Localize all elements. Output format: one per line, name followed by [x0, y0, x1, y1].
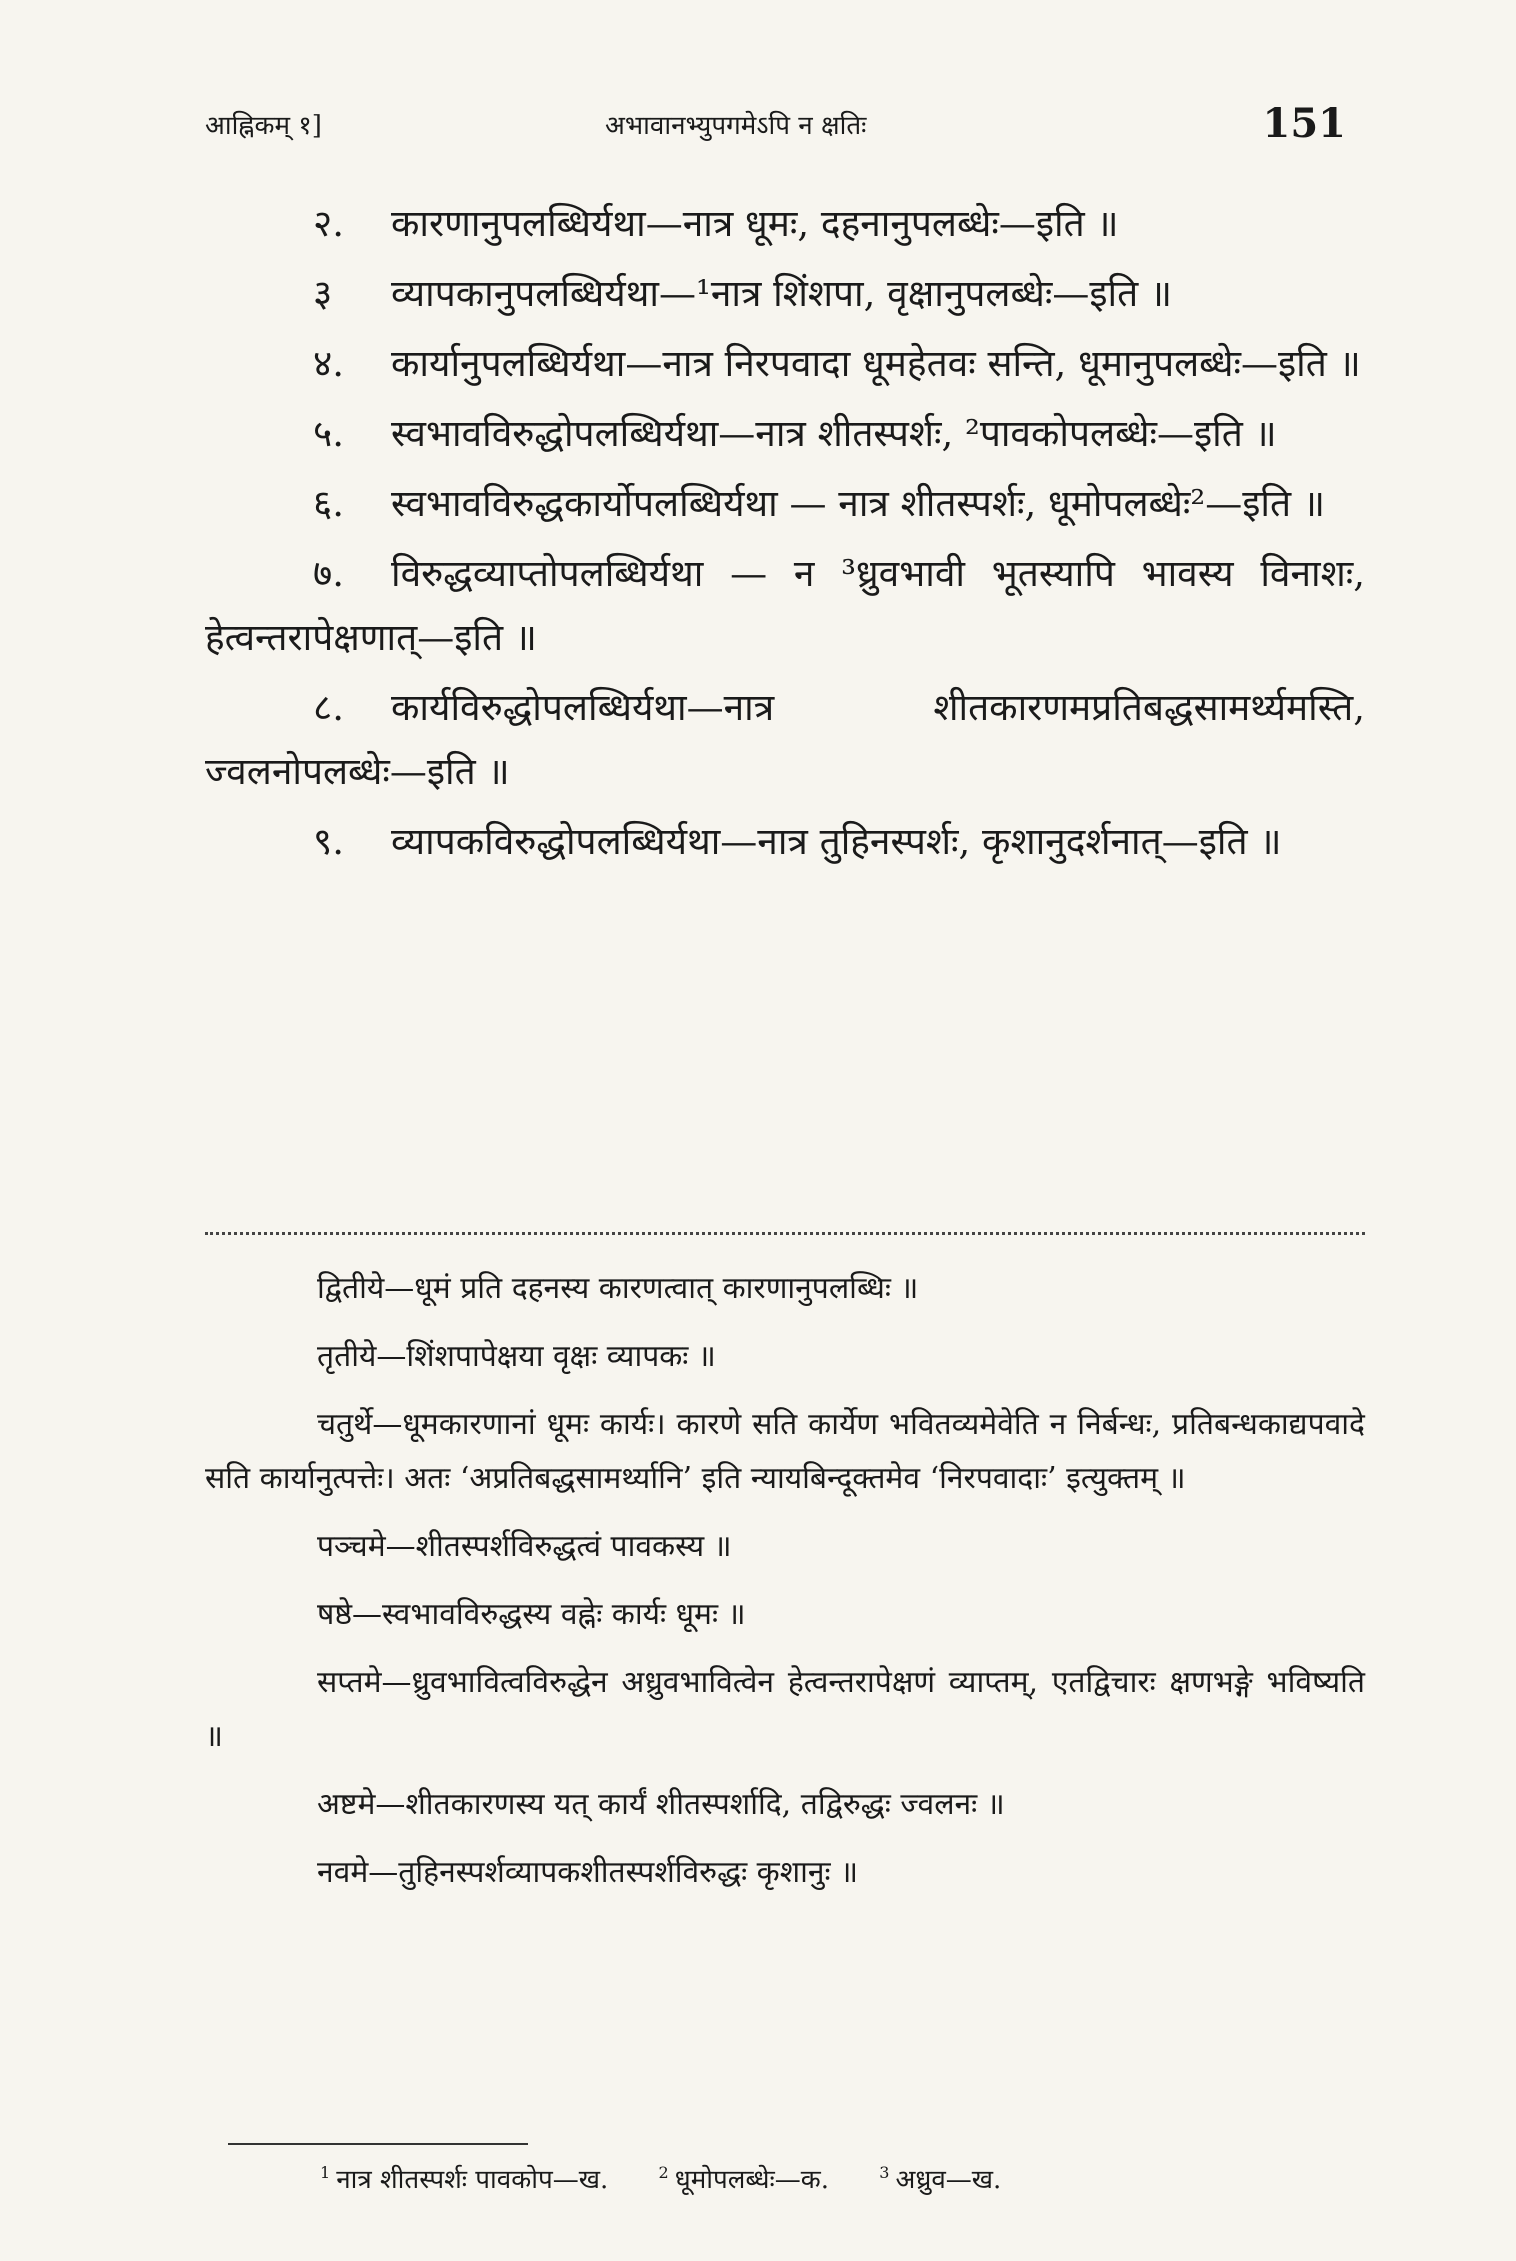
commentary-paragraph — [205, 1656, 1365, 1764]
paragraph-text: कारणानुपलब्धिर्यथा—नात्र धूमः, दहनानुपलब्धेः—इति ॥ — [391, 202, 1119, 245]
footnote-text: नात्र शीतस्पर्शः पावकोप—ख. — [336, 2165, 609, 2195]
paragraph-text: स्वभावविरुद्धकार्योपलब्धिर्यथा — नात्र शीतस्पर्शः, धूमोपलब्धेः²—इति ॥ — [391, 482, 1325, 525]
section-divider — [205, 1232, 1365, 1241]
commentary-paragraph — [205, 1262, 1365, 1316]
commentary-paragraph — [205, 1330, 1365, 1384]
paragraph-number: ८. — [313, 686, 345, 729]
footnote-rule — [228, 2143, 528, 2145]
paragraph-text: कार्यविरुद्धोपलब्धिर्यथा—नात्र शीतकारणमप्रतिबद्धसामर्थ्यमस्ति, ज्वलनोपलब्धेः—इति ॥ — [205, 686, 1365, 793]
footnote — [659, 2165, 830, 2195]
paragraph-number: ५. — [313, 412, 345, 455]
numbered-paragraph — [205, 262, 1365, 326]
paragraph-text: स्वभावविरुद्धोपलब्धिर्यथा—नात्र शीतस्पर्शः, ²पावकोपलब्धेः—इति ॥ — [391, 412, 1277, 455]
numbered-paragraph — [205, 192, 1365, 256]
commentary-text: अष्टमे—शीतकारणस्य यत् कार्यं शीतस्पर्शादि, तद्विरुद्धः ज्वलनः ॥ — [317, 1787, 1005, 1822]
numbered-paragraph — [205, 542, 1365, 670]
paragraph-text: व्यापकविरुद्धोपलब्धिर्यथा—नात्र तुहिनस्पर्शः, कृशानुदर्शनात्—इति ॥ — [391, 820, 1282, 863]
numbered-paragraph — [205, 332, 1365, 396]
page-number: 151 — [1262, 100, 1346, 147]
main-text — [205, 192, 1365, 880]
footnote-text: धूमोपलब्धेः—क. — [674, 2165, 830, 2195]
paragraph-number: ९. — [313, 820, 345, 863]
paragraph-number: २. — [313, 202, 345, 245]
section-label: आह्निकम् १] — [205, 111, 322, 141]
footnote-mark: 3 — [879, 2163, 890, 2183]
commentary-text: सप्तमे—ध्रुवभावित्वविरुद्धेन अध्रुवभावित्वेन हेत्वन्तरापेक्षणं व्याप्तम्, एतद्विचारः क्षणभङ्गे भविष्यति ॥ — [205, 1665, 1365, 1754]
numbered-paragraph — [205, 402, 1365, 466]
commentary-text: तृतीये—शिंशपापेक्षया वृक्षः व्यापकः ॥ — [317, 1339, 716, 1374]
footnote-mark: 2 — [658, 2163, 669, 2183]
running-title: अभावानभ्युपगमेऽपि न क्षतिः — [605, 111, 867, 141]
footnote-mark: 1 — [320, 2163, 331, 2183]
paragraph-text: विरुद्धव्याप्तोपलब्धिर्यथा — न ³ध्रुवभावी भूतस्यापि भावस्य विनाशः, हेत्वन्तरापेक्षणात्—इति ॥ — [205, 552, 1365, 659]
numbered-paragraph — [205, 472, 1365, 536]
paragraph-text: कार्यानुपलब्धिर्यथा—नात्र निरपवादा धूमहेतवः सन्ति, धूमानुपलब्धेः—इति ॥ — [391, 342, 1361, 385]
commentary-text: षष्ठे—स्वभावविरुद्धस्य वह्नेः कार्यः धूमः ॥ — [317, 1597, 746, 1632]
commentary-text: नवमे—तुहिनस्पर्शव्यापकशीतस्पर्शविरुद्धः कृशानुः ॥ — [317, 1855, 859, 1890]
commentary-text: पञ्चमे—शीतस्पर्शविरुद्धत्वं पावकस्य ॥ — [317, 1529, 732, 1564]
footnotes — [320, 2160, 1320, 2196]
numbered-paragraph — [205, 810, 1365, 874]
commentary-text: चतुर्थे—धूमकारणानां धूमः कार्यः। कारणे सति कार्येण भवितव्यमेवेति न निर्बन्धः, प्रतिबन्धकाद्यपवादे सति कार्यानुत्पत्तेः। अतः ‘अप्रतिबद्धसामर्थ्यानि’ इति न्यायबिन्दूक्तमेव ‘निरपवादाः’ इत्युक्तम् ॥ — [205, 1407, 1365, 1496]
paragraph-number: ७. — [313, 552, 345, 595]
paragraph-text: व्यापकानुपलब्धिर्यथा—¹नात्र शिंशपा, वृक्षानुपलब्धेः—इति ॥ — [391, 272, 1173, 315]
commentary-text: द्वितीये—धूमं प्रति दहनस्य कारणत्वात् कारणानुपलब्धिः ॥ — [317, 1271, 919, 1306]
commentary-paragraph — [205, 1398, 1365, 1506]
commentary-paragraph — [205, 1846, 1365, 1900]
running-header — [205, 100, 1346, 150]
commentary-section — [205, 1262, 1365, 1914]
paragraph-number: ३ — [313, 272, 333, 315]
footnote-text: अध्रुव—ख. — [895, 2165, 1002, 2195]
commentary-paragraph — [205, 1588, 1365, 1642]
paragraph-number: ६. — [313, 482, 345, 525]
commentary-paragraph — [205, 1778, 1365, 1832]
commentary-paragraph — [205, 1520, 1365, 1574]
numbered-paragraph — [205, 676, 1365, 804]
footnote — [879, 2165, 1001, 2195]
footnote — [320, 2165, 608, 2195]
paragraph-number: ४. — [313, 342, 345, 385]
